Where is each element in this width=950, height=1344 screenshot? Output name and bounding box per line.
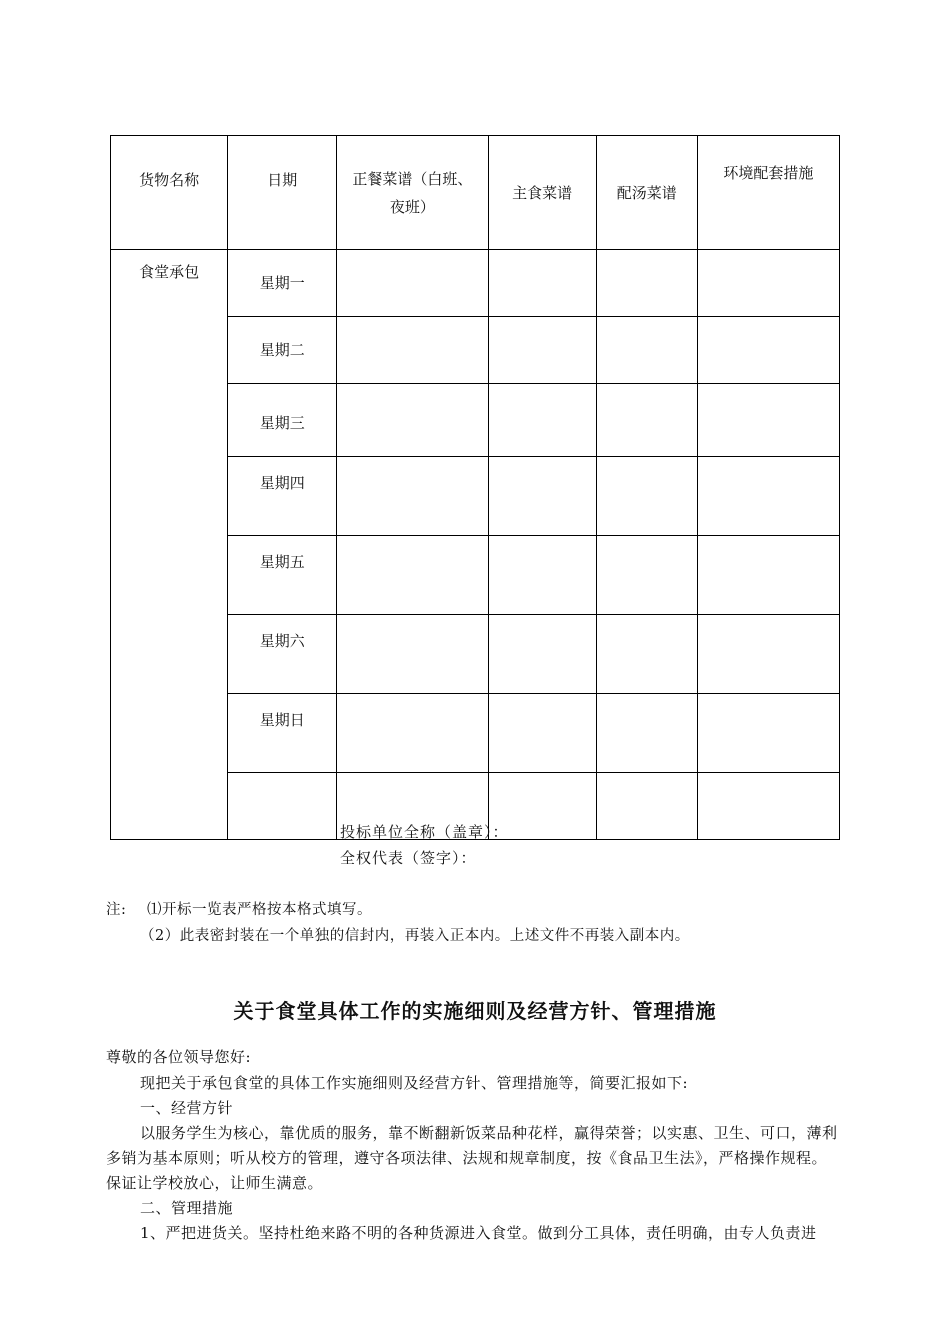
day-cell [228,773,337,840]
note-label: 注: [106,902,127,918]
header-main-menu: 正餐菜谱（白班、 夜班） [337,136,488,250]
header-goods: 货物名称 [111,136,228,250]
section-2-line-1: 1、严把进货关。坚持杜绝来路不明的各种货源进入食堂。做到分工具体，责任明确，由专人负责进 [140,1224,817,1242]
section-1-line-2: 多销为基本原则；听从校方的管理，遵守各项法律、法规和规章制度，按《食品卫生法》，严格操作规程。 [106,1149,828,1167]
header-soup-menu: 配汤菜谱 [596,136,697,250]
header-date: 日期 [228,136,337,250]
section-2-heading: 二、管理措施 [140,1199,234,1217]
day-cell: 星期六 [228,615,337,694]
day-cell: 星期日 [228,694,337,773]
day-cell: 星期二 [228,317,337,384]
intro-paragraph: 现把关于承包食堂的具体工作实施细则及经营方针、管理措施等，简要汇报如下: [140,1074,689,1092]
day-cell: 星期一 [228,250,337,317]
day-cell: 星期五 [228,536,337,615]
day-cell: 星期四 [228,457,337,536]
representative-signature-line: 全权代表（签字）： [340,849,477,867]
section-1-line-3: 保证让学校放心，让师生满意。 [106,1174,324,1192]
note-item-1: ⑴开标一览表严格按本格式填写。 [147,902,372,918]
canteen-menu-table [110,135,840,840]
header-staple-menu: 主食菜谱 [488,136,596,250]
note-item-2: （2）此表密封装在一个单独的信封内，再装入正本内。上述文件不再装入副本内。 [140,928,690,944]
table-header-row [111,136,840,250]
article-title: 关于食堂具体工作的实施细则及经营方针、管理措施 [233,999,717,1023]
bidder-signature-line: 投标单位全称（盖章）： [340,823,509,841]
section-1-line-1: 以服务学生为核心，靠优质的服务，靠不断翻新饭菜品种花样，赢得荣誉；以实惠、卫生、可口，薄利 [140,1124,838,1142]
category-cell: 食堂承包 [111,250,228,840]
day-cell: 星期三 [228,384,337,457]
greeting: 尊敬的各位领导您好: [106,1048,252,1066]
table-row [111,250,840,317]
section-1-heading: 一、经营方针 [140,1099,234,1117]
header-environment: 环境配套措施 [697,136,839,250]
